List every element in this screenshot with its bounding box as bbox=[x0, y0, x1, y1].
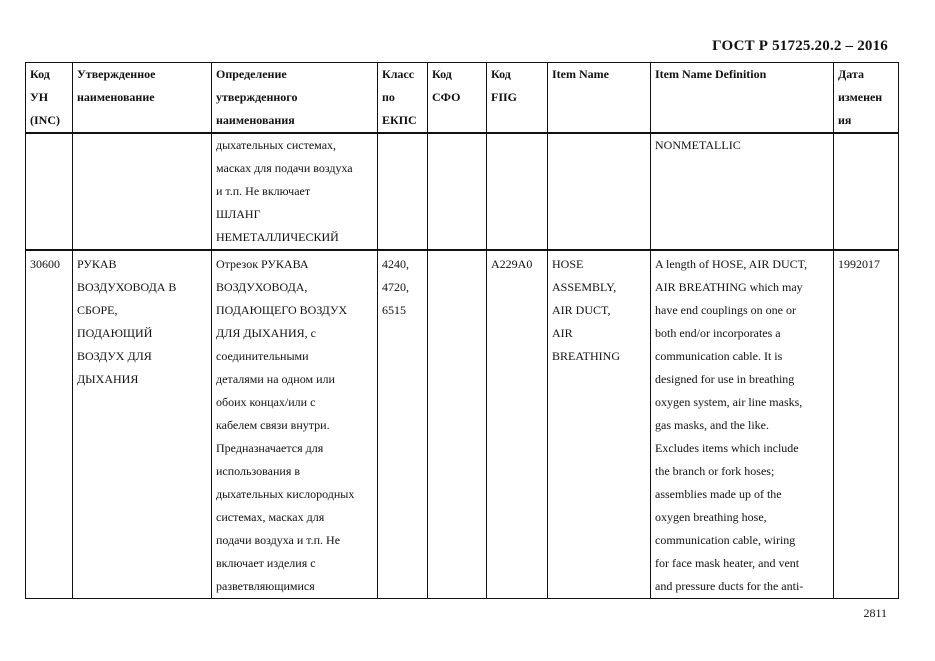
cell-item-name bbox=[548, 133, 651, 250]
text-line: A length of HOSE, AIR DUCT, bbox=[655, 257, 808, 271]
cell-approved-name bbox=[73, 250, 212, 599]
text-line: ВОЗДУХОВОДА В bbox=[77, 280, 177, 294]
header-sfo-code bbox=[428, 63, 487, 134]
text-line: подачи воздуха и т.п. Не bbox=[216, 533, 341, 547]
text-line: ЕКПС bbox=[382, 113, 417, 127]
text-line: AIR BREATHING which may bbox=[655, 280, 803, 294]
specification-table bbox=[25, 62, 899, 599]
text-line: Утвержденное bbox=[77, 67, 156, 81]
text-line: AIR bbox=[552, 326, 573, 340]
text-line: ВОЗДУХОВОДА, bbox=[216, 280, 308, 294]
text-line: соединительными bbox=[216, 349, 309, 363]
cell-item-name-definition bbox=[651, 133, 834, 250]
header-item-name bbox=[548, 63, 651, 134]
text-line: СБОРЕ, bbox=[77, 303, 118, 317]
cell-fiig-code bbox=[487, 250, 548, 599]
text-line: oxygen system, air line masks, bbox=[655, 395, 803, 409]
header-approved-name bbox=[73, 63, 212, 134]
text-line: 4240, bbox=[382, 257, 409, 271]
text-line: Item Name bbox=[552, 67, 609, 81]
table-header-row bbox=[26, 63, 899, 134]
text-line: Код bbox=[30, 67, 50, 81]
text-line: Код bbox=[491, 67, 511, 81]
text-line: Item Name Definition bbox=[655, 67, 767, 81]
cell-fiig-code bbox=[487, 133, 548, 250]
cell-change-date bbox=[834, 133, 899, 250]
text-line: for face mask heater, and vent bbox=[655, 556, 800, 570]
cell-approved-name bbox=[73, 133, 212, 250]
text-line: communication cable, wiring bbox=[655, 533, 796, 547]
text-line: ДЫХАНИЯ bbox=[77, 372, 139, 386]
text-line: Определение bbox=[216, 67, 287, 81]
text-line: oxygen breathing hose, bbox=[655, 510, 767, 524]
header-name-definition-ru bbox=[212, 63, 378, 134]
text-line: ПОДАЮЩИЙ bbox=[77, 326, 153, 340]
cell-item-name bbox=[548, 250, 651, 599]
text-line: (INC) bbox=[30, 113, 60, 127]
text-line: обоих концах/или с bbox=[216, 395, 316, 409]
text-line: 6515 bbox=[382, 303, 406, 317]
header-item-name-definition bbox=[651, 63, 834, 134]
text-line: NONMETALLIC bbox=[655, 138, 741, 152]
text-line: изменен bbox=[838, 90, 883, 104]
text-line: the branch or fork hoses; bbox=[655, 464, 775, 478]
text-line: СФО bbox=[432, 90, 461, 104]
cell-sfo-code bbox=[428, 133, 487, 250]
text-line: УН bbox=[30, 90, 49, 104]
cell-inc-code bbox=[26, 250, 73, 599]
table-row-30600 bbox=[26, 250, 899, 599]
header-change-date bbox=[834, 63, 899, 134]
text-line: gas masks, and the like. bbox=[655, 418, 769, 432]
text-line: ШЛАНГ bbox=[216, 207, 261, 221]
text-line: FIIG bbox=[491, 90, 518, 104]
text-line: 30600 bbox=[30, 257, 60, 271]
header-ekps-class bbox=[378, 63, 428, 134]
text-line: Дата bbox=[838, 67, 864, 81]
text-line: кабелем связи внутри. bbox=[216, 418, 330, 432]
text-line: Excludes items which include bbox=[655, 441, 799, 455]
text-line: AIR DUCT, bbox=[552, 303, 611, 317]
text-line: ия bbox=[838, 113, 852, 127]
cell-ekps-class bbox=[378, 133, 428, 250]
text-line: по bbox=[382, 90, 395, 104]
text-line: have end couplings on one or bbox=[655, 303, 796, 317]
text-line: наименования bbox=[216, 113, 295, 127]
text-line: использования в bbox=[216, 464, 301, 478]
text-line: дыхательных кислородных bbox=[216, 487, 355, 501]
text-line: Класс bbox=[382, 67, 415, 81]
page-number: 2811 bbox=[863, 606, 887, 620]
text-line: системах, масках для bbox=[216, 510, 325, 524]
table-row-continuation bbox=[26, 133, 899, 250]
text-line: ASSEMBLY, bbox=[552, 280, 617, 294]
text-line: HOSE bbox=[552, 257, 584, 271]
cell-sfo-code bbox=[428, 250, 487, 599]
text-line: дыхательных системах, bbox=[216, 138, 337, 152]
cell-ekps-class bbox=[378, 250, 428, 599]
cell-name-definition-ru bbox=[212, 250, 378, 599]
text-line: 4720, bbox=[382, 280, 409, 294]
text-line: A229A0 bbox=[491, 257, 533, 271]
header-inc-code bbox=[26, 63, 73, 134]
text-line: Отрезок РУКАВА bbox=[216, 257, 309, 271]
text-line: ПОДАЮЩЕГО ВОЗДУХ bbox=[216, 303, 348, 317]
text-line: деталями на одном или bbox=[216, 372, 335, 386]
cell-name-definition-ru bbox=[212, 133, 378, 250]
text-line: ДЛЯ ДЫХАНИЯ, с bbox=[216, 326, 316, 340]
text-line: 1992017 bbox=[838, 257, 880, 271]
text-line: assemblies made up of the bbox=[655, 487, 782, 501]
cell-item-name-definition bbox=[651, 250, 834, 599]
text-line: Предназначается для bbox=[216, 441, 324, 455]
document-title: ГОСТ Р 51725.20.2 – 2016 bbox=[712, 38, 888, 54]
text-line: communication cable. It is bbox=[655, 349, 783, 363]
text-line: ВОЗДУХ ДЛЯ bbox=[77, 349, 152, 363]
text-line: наименование bbox=[77, 90, 155, 104]
text-line: designed for use in breathing bbox=[655, 372, 795, 386]
header-fiig-code bbox=[487, 63, 548, 134]
text-line: РУКАВ bbox=[77, 257, 117, 271]
text-line: both end/or incorporates a bbox=[655, 326, 781, 340]
text-line: Код bbox=[432, 67, 452, 81]
text-line: разветвляющимися bbox=[216, 579, 315, 593]
text-line: and pressure ducts for the anti- bbox=[655, 579, 804, 593]
text-line: масках для подачи воздуха bbox=[216, 161, 353, 175]
text-line: включает изделия с bbox=[216, 556, 316, 570]
text-line: НЕМЕТАЛЛИЧЕСКИЙ bbox=[216, 230, 339, 244]
text-line: утвержденного bbox=[216, 90, 298, 104]
cell-inc-code bbox=[26, 133, 73, 250]
text-line: и т.п. Не включает bbox=[216, 184, 311, 198]
text-line: BREATHING bbox=[552, 349, 620, 363]
cell-change-date bbox=[834, 250, 899, 599]
